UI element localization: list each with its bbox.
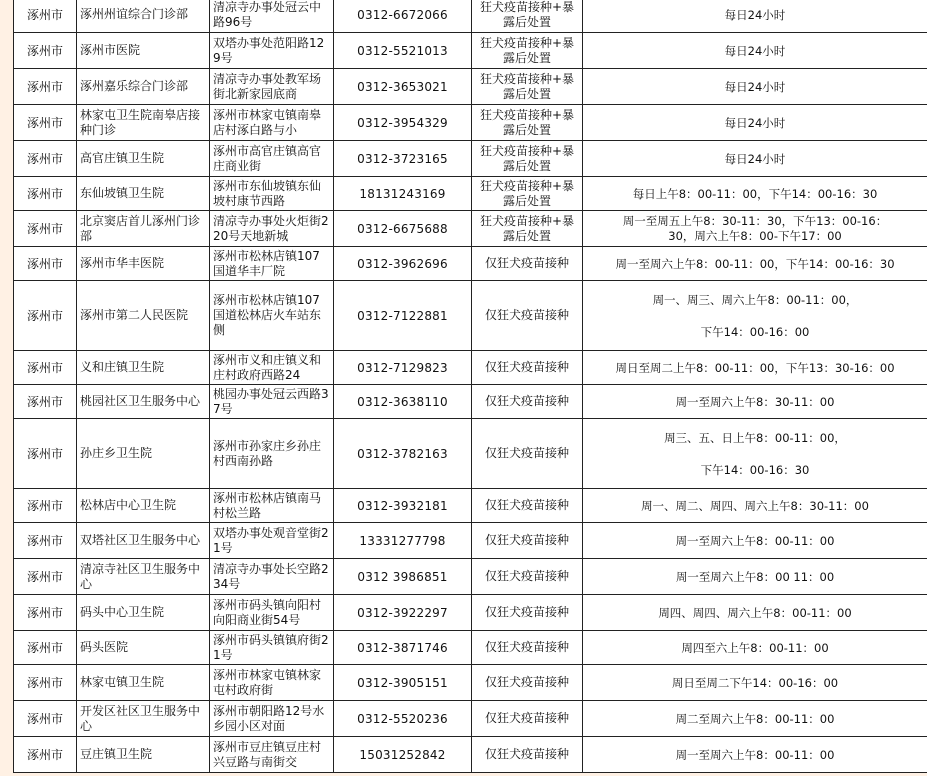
- hours-cell: [583, 665, 927, 701]
- address-cell: [210, 385, 334, 419]
- facility-name-cell: [77, 69, 210, 105]
- hours-cell: [583, 0, 927, 33]
- facility-name-cell-text: 涿州市华丰医院: [80, 256, 165, 270]
- hours-line: 周一至周六上午8：30-11：00: [675, 394, 835, 409]
- service-cell: [472, 211, 583, 247]
- hours-cell: [583, 247, 927, 281]
- phone-cell: [334, 141, 472, 177]
- address-cell: [210, 737, 334, 773]
- hours-cell: [583, 559, 927, 595]
- phone-cell-text: 0312-3905151: [357, 675, 448, 690]
- address-cell: [210, 489, 334, 523]
- table-row: [14, 385, 927, 419]
- hours-line: 每日24小时: [724, 79, 786, 94]
- facility-name-cell-text: 涿州市第二人民医院: [80, 308, 189, 322]
- address-cell-text: 清凉寺办事处冠云中路96号: [213, 0, 322, 29]
- phone-cell: [334, 69, 472, 105]
- facility-name-cell: [77, 559, 210, 595]
- hours-cell: [583, 489, 927, 523]
- facility-name-cell-text: 桃园社区卫生服务中心: [80, 394, 201, 408]
- address-cell-text: 清凉寺办事处火炬街220号天地新城: [213, 213, 329, 243]
- table-row: [14, 105, 927, 141]
- table-row: [14, 141, 927, 177]
- phone-cell: [334, 523, 472, 559]
- service-cell: [472, 247, 583, 281]
- facility-name-cell: [77, 33, 210, 69]
- phone-cell: [334, 489, 472, 523]
- facility-name-cell-text: 涿州嘉乐综合门诊部: [80, 79, 189, 93]
- city-cell-text: 涿州市: [26, 43, 63, 58]
- service-cell-text: 仅狂犬疫苗接种: [484, 308, 569, 322]
- service-cell-text: 狂犬疫苗接种+暴露后处置: [479, 0, 575, 29]
- service-cell: [472, 141, 583, 177]
- facility-name-cell: [77, 0, 210, 33]
- phone-cell-text: 0312-7129823: [357, 360, 448, 375]
- address-cell: [210, 247, 334, 281]
- facility-name-cell: [77, 419, 210, 489]
- facility-name-cell-text: 码头医院: [80, 640, 129, 654]
- phone-cell-text: 0312-5520236: [357, 711, 448, 726]
- address-cell-text: 涿州市豆庄镇豆庄村兴豆路与南街交: [213, 739, 322, 769]
- city-cell: [14, 385, 77, 419]
- address-cell: [210, 631, 334, 665]
- phone-cell-text: 0312-3653021: [357, 79, 448, 94]
- address-cell-text: 清凉寺办事处教军场街北新家园底商: [213, 71, 322, 101]
- address-cell-text: 双塔办事处范阳路129号: [213, 35, 325, 65]
- table-row: [14, 489, 927, 523]
- facility-name-cell: [77, 247, 210, 281]
- city-cell-text: 涿州市: [26, 7, 63, 22]
- phone-cell-text: 0312-5521013: [357, 43, 448, 58]
- city-cell-text: 涿州市: [26, 151, 63, 166]
- city-cell: [14, 701, 77, 737]
- service-cell-text: 狂犬疫苗接种+暴露后处置: [479, 213, 575, 243]
- service-cell: [472, 351, 583, 385]
- phone-cell-text: 0312-3723165: [357, 151, 448, 166]
- phone-cell: [334, 665, 472, 701]
- hours-line: 每日24小时: [724, 7, 786, 22]
- city-cell: [14, 247, 77, 281]
- facility-name-cell: [77, 523, 210, 559]
- address-cell-text: 涿州市松林店镇南马村松兰路: [213, 490, 322, 520]
- table-row: [14, 523, 927, 559]
- phone-cell-text: 0312-6675688: [357, 221, 448, 236]
- service-cell: [472, 523, 583, 559]
- hours-line: 每日24小时: [724, 151, 786, 166]
- city-cell-text: 涿州市: [26, 256, 63, 271]
- hours-line: 每日24小时: [724, 115, 786, 130]
- facility-name-cell: [77, 281, 210, 351]
- city-cell-text: 涿州市: [26, 221, 63, 236]
- city-cell-text: 涿州市: [26, 115, 63, 130]
- service-cell-text: 仅狂犬疫苗接种: [484, 533, 569, 547]
- facility-name-cell: [77, 701, 210, 737]
- phone-cell: [334, 177, 472, 211]
- address-cell-text: 双塔办事处观音堂街21号: [213, 525, 329, 555]
- hours-line: 周一至周六上午8：00-11：00，下午14：00-16：30: [615, 256, 895, 271]
- city-cell-text: 涿州市: [26, 675, 63, 690]
- hours-cell: [583, 701, 927, 737]
- hours-line: 每日上午8：00-11：00，下午14：00-16：30: [632, 186, 878, 201]
- address-cell: [210, 33, 334, 69]
- clinic-table: [13, 0, 927, 773]
- phone-cell-text: 0312 3986851: [357, 569, 448, 584]
- address-cell: [210, 0, 334, 33]
- address-cell-text: 涿州市松林店镇107国道松林店火车站东侧: [213, 293, 322, 337]
- hours-cell: [583, 281, 927, 351]
- phone-cell: [334, 559, 472, 595]
- hours-line: 周二至周六上午8：00-11：00: [675, 711, 835, 726]
- hours-cell: [583, 385, 927, 419]
- hours-cell: [583, 737, 927, 773]
- address-cell-text: 涿州市朝阳路12号水乡园小区对面: [213, 703, 325, 733]
- table-row: [14, 631, 927, 665]
- phone-cell-text: 0312-6672066: [357, 7, 448, 22]
- city-cell: [14, 559, 77, 595]
- phone-cell: [334, 419, 472, 489]
- phone-cell-text: 0312-3782163: [357, 446, 448, 461]
- hours-cell: [583, 211, 927, 247]
- city-cell: [14, 177, 77, 211]
- address-cell: [210, 523, 334, 559]
- service-cell-text: 仅狂犬疫苗接种: [484, 256, 569, 270]
- address-cell-text: 涿州市东仙坡镇东仙坡村康节西路: [213, 178, 322, 208]
- facility-name-cell: [77, 489, 210, 523]
- phone-cell-text: 15031252842: [359, 747, 446, 762]
- service-cell: [472, 0, 583, 33]
- address-cell-text: 涿州市林家屯镇南皋店村涿白路与小: [213, 107, 322, 137]
- hours-line: 周三、五、日上午8：00-11：00，: [664, 430, 846, 445]
- facility-name-cell-text: 码头中心卫生院: [80, 605, 165, 619]
- address-cell: [210, 141, 334, 177]
- service-cell-text: 仅狂犬疫苗接种: [484, 569, 569, 583]
- phone-cell-text: 18131243169: [359, 186, 446, 201]
- city-cell: [14, 281, 77, 351]
- hours-line: 下午14：00-16：00: [700, 324, 810, 339]
- service-cell-text: 狂犬疫苗接种+暴露后处置: [479, 143, 575, 173]
- phone-cell: [334, 247, 472, 281]
- service-cell: [472, 631, 583, 665]
- hours-line: 周一至周六上午8：00-11：00: [675, 533, 835, 548]
- city-cell-text: 涿州市: [26, 308, 63, 323]
- table-row: [14, 665, 927, 701]
- table-row: [14, 0, 927, 33]
- service-cell-text: 仅狂犬疫苗接种: [484, 675, 569, 689]
- address-cell: [210, 595, 334, 631]
- facility-name-cell-text: 高官庄镇卫生院: [80, 151, 165, 165]
- table-row: [14, 69, 927, 105]
- service-cell-text: 狂犬疫苗接种+暴露后处置: [479, 71, 575, 101]
- service-cell-text: 仅狂犬疫苗接种: [484, 605, 569, 619]
- hours-line: 周日至周二下午14：00-16：00: [671, 675, 839, 690]
- table-row: [14, 419, 927, 489]
- service-cell-text: 狂犬疫苗接种+暴露后处置: [479, 107, 575, 137]
- service-cell: [472, 737, 583, 773]
- service-cell: [472, 281, 583, 351]
- address-cell: [210, 665, 334, 701]
- address-cell-text: 涿州市孙家庄乡孙庄村西南孙路: [213, 438, 322, 468]
- hours-line: 周一至周五上午8：30-11：30，下午13：00-16：: [622, 213, 888, 228]
- city-cell: [14, 595, 77, 631]
- facility-name-cell: [77, 631, 210, 665]
- city-cell-text: 涿州市: [26, 360, 63, 375]
- hours-cell: [583, 523, 927, 559]
- hours-line: 周一至周六上午8：00-11：00: [675, 747, 835, 762]
- hours-cell: [583, 33, 927, 69]
- facility-name-cell: [77, 385, 210, 419]
- city-cell: [14, 737, 77, 773]
- facility-name-cell-text: 涿州市医院: [80, 43, 141, 57]
- service-cell: [472, 69, 583, 105]
- address-cell: [210, 69, 334, 105]
- city-cell-text: 涿州市: [26, 446, 63, 461]
- phone-cell-text: 13331277798: [359, 533, 446, 548]
- facility-name-cell: [77, 665, 210, 701]
- city-cell: [14, 69, 77, 105]
- city-cell-text: 涿州市: [26, 605, 63, 620]
- hours-cell: [583, 69, 927, 105]
- address-cell-text: 清凉寺办事处长空路234号: [213, 561, 329, 591]
- service-cell: [472, 385, 583, 419]
- city-cell-text: 涿州市: [26, 186, 63, 201]
- city-cell-text: 涿州市: [26, 394, 63, 409]
- service-cell: [472, 419, 583, 489]
- hours-cell: [583, 105, 927, 141]
- address-cell: [210, 701, 334, 737]
- facility-name-cell-text: 豆庄镇卫生院: [80, 747, 153, 761]
- facility-name-cell-text: 东仙坡镇卫生院: [80, 186, 165, 200]
- phone-cell: [334, 33, 472, 69]
- address-cell: [210, 351, 334, 385]
- table-row: [14, 177, 927, 211]
- hours-line: 周一、周二、周四、周六上午8：30-11：00: [641, 498, 869, 513]
- service-cell-text: 仅狂犬疫苗接种: [484, 394, 569, 408]
- hours-line: 周四、周四、周六上午8：00-11：00: [658, 605, 852, 620]
- address-cell-text: 涿州市码头镇向阳村向阳商业街54号: [213, 597, 322, 627]
- service-cell: [472, 701, 583, 737]
- phone-cell-text: 0312-7122881: [357, 308, 448, 323]
- city-cell: [14, 351, 77, 385]
- hours-cell: [583, 177, 927, 211]
- table-row: [14, 595, 927, 631]
- facility-name-cell-text: 开发区社区卫生服务中心: [80, 703, 201, 733]
- city-cell: [14, 33, 77, 69]
- address-cell-text: 涿州市林家屯镇林家屯村政府街: [213, 667, 322, 697]
- phone-cell: [334, 0, 472, 33]
- phone-cell: [334, 701, 472, 737]
- facility-name-cell: [77, 105, 210, 141]
- service-cell-text: 仅狂犬疫苗接种: [484, 640, 569, 654]
- address-cell: [210, 419, 334, 489]
- address-cell-text: 涿州市义和庄镇义和庄村政府西路24: [213, 352, 322, 382]
- city-cell: [14, 665, 77, 701]
- city-cell-text: 涿州市: [26, 533, 63, 548]
- hours-cell: [583, 351, 927, 385]
- city-cell: [14, 141, 77, 177]
- address-cell: [210, 559, 334, 595]
- facility-name-cell: [77, 595, 210, 631]
- facility-name-cell-text: 义和庄镇卫生院: [80, 360, 165, 374]
- city-cell: [14, 105, 77, 141]
- service-cell: [472, 33, 583, 69]
- city-cell-text: 涿州市: [26, 569, 63, 584]
- city-cell: [14, 631, 77, 665]
- facility-name-cell-text: 清凉寺社区卫生服务中心: [80, 561, 201, 591]
- hours-cell: [583, 595, 927, 631]
- facility-name-cell-text: 松林店中心卫生院: [80, 498, 177, 512]
- phone-cell: [334, 385, 472, 419]
- facility-name-cell-text: 林家屯卫生院南皋店接种门诊: [80, 107, 201, 137]
- city-cell: [14, 489, 77, 523]
- phone-cell: [334, 737, 472, 773]
- phone-cell: [334, 211, 472, 247]
- service-cell-text: 仅狂犬疫苗接种: [484, 360, 569, 374]
- service-cell: [472, 559, 583, 595]
- service-cell: [472, 177, 583, 211]
- hours-line: 周一至周六上午8：00 11：00: [675, 569, 835, 584]
- phone-cell-text: 0312-3962696: [357, 256, 448, 271]
- facility-name-cell-text: 孙庄乡卫生院: [80, 446, 153, 460]
- facility-name-cell: [77, 141, 210, 177]
- city-cell: [14, 0, 77, 33]
- table-row: [14, 247, 927, 281]
- hours-line: 周日至周二上午8：00-11：00，下午13：30-16：00: [615, 360, 895, 375]
- hours-cell: [583, 141, 927, 177]
- address-cell: [210, 211, 334, 247]
- city-cell: [14, 523, 77, 559]
- service-cell: [472, 489, 583, 523]
- phone-cell: [334, 281, 472, 351]
- facility-name-cell: [77, 737, 210, 773]
- phone-cell-text: 0312-3922297: [357, 605, 448, 620]
- phone-cell-text: 0312-3871746: [357, 640, 448, 655]
- address-cell-text: 桃园办事处冠云西路37号: [213, 386, 329, 416]
- facility-name-cell-text: 北京窦店首儿涿州门诊部: [80, 213, 201, 243]
- facility-name-cell: [77, 177, 210, 211]
- phone-cell: [334, 351, 472, 385]
- city-cell-text: 涿州市: [26, 498, 63, 513]
- city-cell: [14, 211, 77, 247]
- hours-line: 下午14：00-16：30: [700, 462, 810, 477]
- phone-cell-text: 0312-3638110: [357, 394, 448, 409]
- service-cell-text: 狂犬疫苗接种+暴露后处置: [479, 35, 575, 65]
- service-cell-text: 仅狂犬疫苗接种: [484, 498, 569, 512]
- clinic-table-body: [14, 0, 927, 773]
- table-row: [14, 281, 927, 351]
- address-cell: [210, 281, 334, 351]
- address-cell: [210, 177, 334, 211]
- city-cell-text: 涿州市: [26, 79, 63, 94]
- city-cell-text: 涿州市: [26, 640, 63, 655]
- hours-cell: [583, 419, 927, 489]
- city-cell-text: 涿州市: [26, 747, 63, 762]
- address-cell: [210, 105, 334, 141]
- facility-name-cell: [77, 211, 210, 247]
- phone-cell-text: 0312-3954329: [357, 115, 448, 130]
- city-cell: [14, 419, 77, 489]
- hours-line: 周一、周三、周六上午8：00-11：00，: [652, 292, 858, 307]
- hours-line: 30，周六上午8：00-下午17：00: [668, 228, 842, 243]
- phone-cell: [334, 631, 472, 665]
- service-cell: [472, 665, 583, 701]
- hours-line: 每日24小时: [724, 43, 786, 58]
- service-cell-text: 仅狂犬疫苗接种: [484, 747, 569, 761]
- hours-line: 周四至六上午8：00-11：00: [681, 640, 829, 655]
- phone-cell: [334, 105, 472, 141]
- service-cell-text: 仅狂犬疫苗接种: [484, 446, 569, 460]
- table-row: [14, 211, 927, 247]
- facility-name-cell-text: 涿州州谊综合门诊部: [80, 7, 189, 21]
- address-cell-text: 涿州市码头镇镇府街21号: [213, 632, 329, 662]
- address-cell-text: 涿州市松林店镇107国道华丰厂院: [213, 248, 320, 278]
- table-row: [14, 701, 927, 737]
- service-cell-text: 狂犬疫苗接种+暴露后处置: [479, 178, 575, 208]
- facility-name-cell-text: 双塔社区卫生服务中心: [80, 533, 201, 547]
- table-row: [14, 33, 927, 69]
- phone-cell: [334, 595, 472, 631]
- phone-cell-text: 0312-3932181: [357, 498, 448, 513]
- hours-cell: [583, 631, 927, 665]
- table-row: [14, 559, 927, 595]
- facility-name-cell-text: 林家屯镇卫生院: [80, 675, 165, 689]
- service-cell-text: 仅狂犬疫苗接种: [484, 711, 569, 725]
- facility-name-cell: [77, 351, 210, 385]
- city-cell-text: 涿州市: [26, 711, 63, 726]
- service-cell: [472, 595, 583, 631]
- table-row: [14, 737, 927, 773]
- service-cell: [472, 105, 583, 141]
- table-row: [14, 351, 927, 385]
- address-cell-text: 涿州市高官庄镇高官庄商业街: [213, 143, 322, 173]
